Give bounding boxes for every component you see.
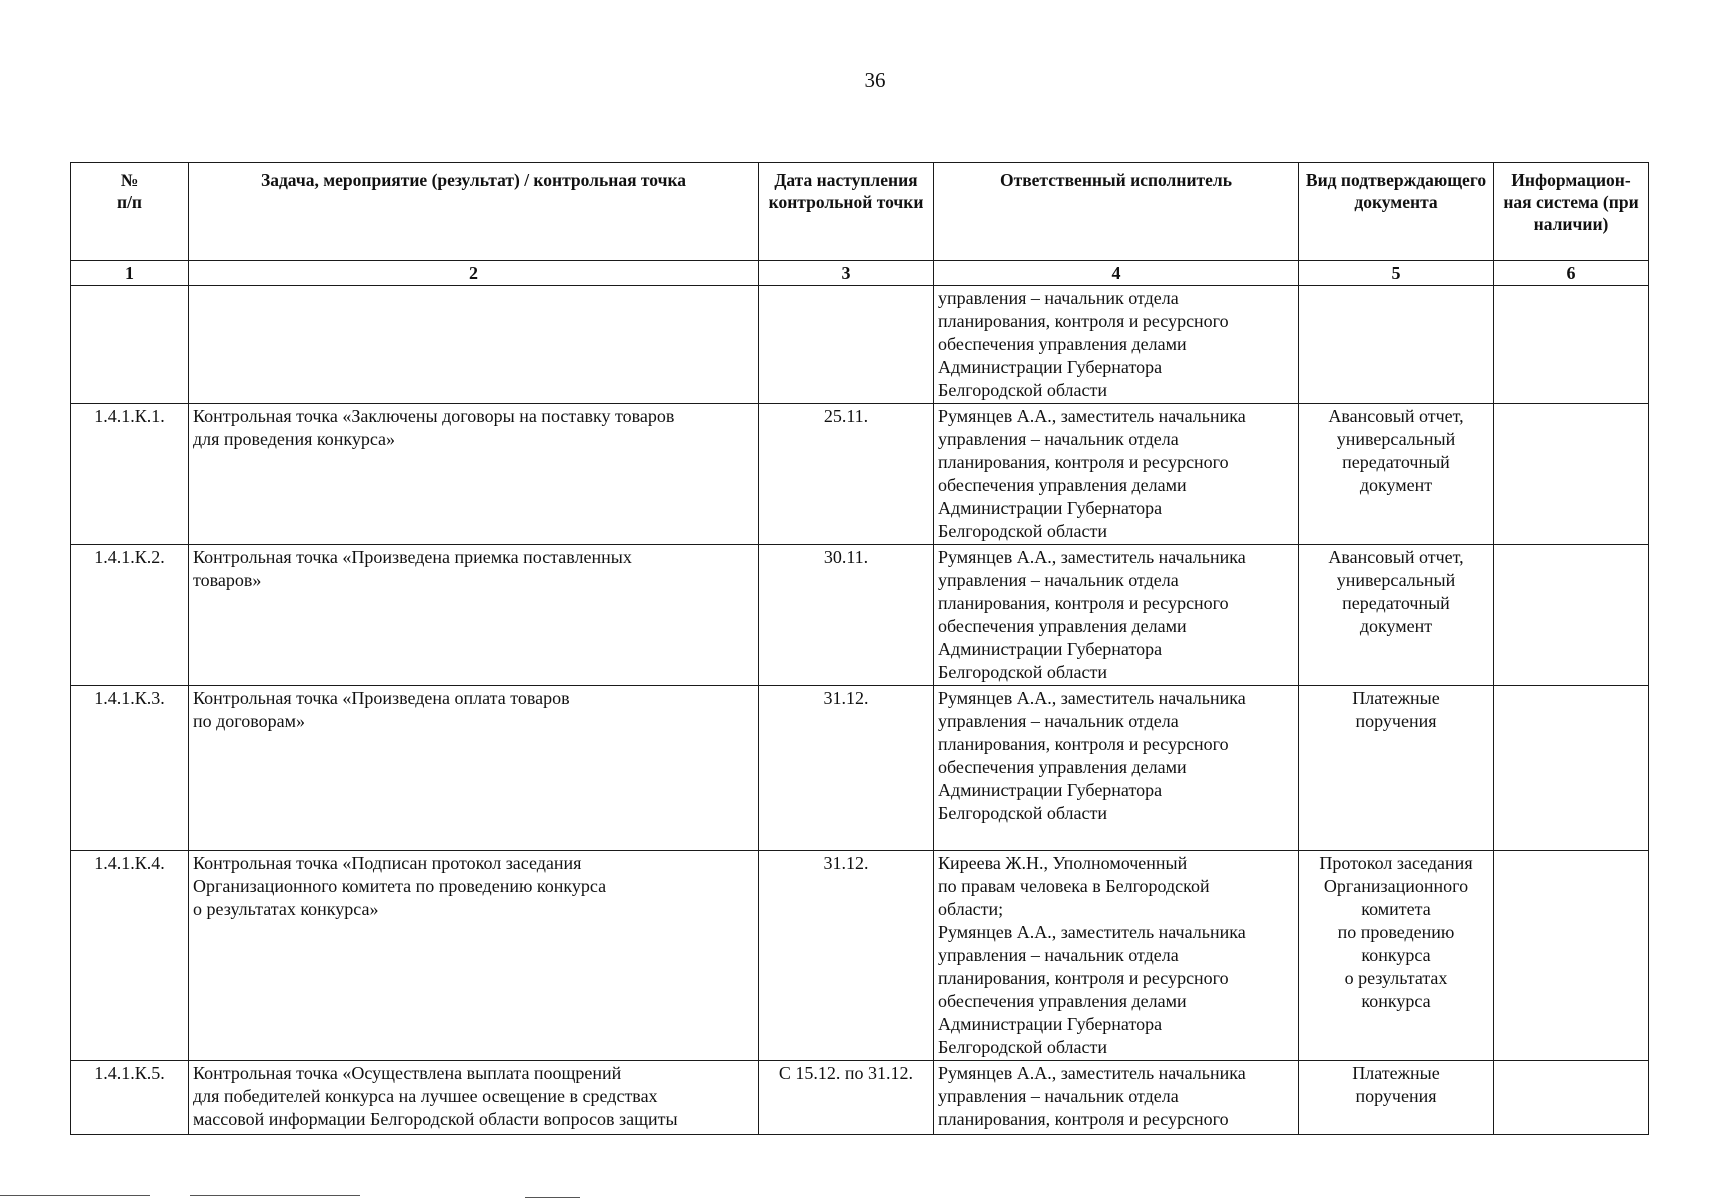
row-number: 1.4.1.К.4. bbox=[71, 851, 189, 1061]
table-row bbox=[71, 1061, 1649, 1135]
table-row bbox=[71, 545, 1649, 686]
row-date: 31.12. bbox=[759, 686, 934, 851]
table-header-row bbox=[71, 163, 1649, 261]
column-number: 3 bbox=[759, 261, 934, 286]
row-document: Протокол заседания Организационного комитета по проведению конкурса о результатах конкурса bbox=[1299, 851, 1494, 1061]
header-number: № п/п bbox=[71, 163, 189, 261]
row-system bbox=[1494, 1061, 1649, 1135]
row-document: Авансовый отчет, универсальный передаточный документ bbox=[1299, 404, 1494, 545]
column-number: 2 bbox=[189, 261, 759, 286]
scan-artifact-line bbox=[0, 1195, 150, 1196]
row-date: 31.12. bbox=[759, 851, 934, 1061]
row-system bbox=[1494, 686, 1649, 851]
row-number bbox=[71, 286, 189, 404]
control-points-table bbox=[70, 162, 1649, 1135]
row-task: Контрольная точка «Произведена приемка поставленных товаров» bbox=[189, 545, 759, 686]
row-date: 25.11. bbox=[759, 404, 934, 545]
row-document: Платежные поручения bbox=[1299, 686, 1494, 851]
row-responsible: управления – начальник отдела планирования, контроля и ресурсного обеспечения управления делами Администрации Губернатора Белгородской области bbox=[934, 286, 1299, 404]
column-number: 6 bbox=[1494, 261, 1649, 286]
header-system: Информацион-ная система (при наличии) bbox=[1494, 163, 1649, 261]
row-responsible: Румянцев А.А., заместитель начальника управления – начальник отдела планирования, контроля и ресурсного обеспечения управления делами Администрации Губернатора Белгородской области bbox=[934, 686, 1299, 851]
row-task: Контрольная точка «Осуществлена выплата поощрений для победителей конкурса на лучшее освещение в средствах массовой информации Белгородской области вопросов защиты bbox=[189, 1061, 759, 1135]
header-date: Дата наступления контрольной точки bbox=[759, 163, 934, 261]
page-number: 36 bbox=[864, 68, 886, 92]
row-task bbox=[189, 286, 759, 404]
row-document bbox=[1299, 286, 1494, 404]
row-task: Контрольная точка «Произведена оплата товаров по договорам» bbox=[189, 686, 759, 851]
column-number: 4 bbox=[934, 261, 1299, 286]
column-number: 5 bbox=[1299, 261, 1494, 286]
column-number: 1 bbox=[71, 261, 189, 286]
scan-artifact-line bbox=[525, 1197, 580, 1198]
row-number: 1.4.1.К.3. bbox=[71, 686, 189, 851]
column-number-row bbox=[71, 261, 1649, 286]
row-responsible: Румянцев А.А., заместитель начальника управления – начальник отдела планирования, контроля и ресурсного обеспечения управления делами Администрации Губернатора Белгородской области bbox=[934, 545, 1299, 686]
table-row bbox=[71, 686, 1649, 851]
table-row bbox=[71, 851, 1649, 1061]
row-system bbox=[1494, 545, 1649, 686]
row-system bbox=[1494, 286, 1649, 404]
table-row bbox=[71, 286, 1649, 404]
row-number: 1.4.1.К.2. bbox=[71, 545, 189, 686]
row-date: С 15.12. по 31.12. bbox=[759, 1061, 934, 1135]
row-responsible: Румянцев А.А., заместитель начальника управления – начальник отдела планирования, контроля и ресурсного обеспечения управления делами Администрации Губернатора Белгородской области bbox=[934, 404, 1299, 545]
row-date: 30.11. bbox=[759, 545, 934, 686]
row-number: 1.4.1.К.1. bbox=[71, 404, 189, 545]
header-responsible: Ответственный исполнитель bbox=[934, 163, 1299, 261]
row-task: Контрольная точка «Заключены договоры на поставку товаров для проведения конкурса» bbox=[189, 404, 759, 545]
row-document: Авансовый отчет, универсальный передаточный документ bbox=[1299, 545, 1494, 686]
table-row bbox=[71, 404, 1649, 545]
header-document: Вид подтверждающего документа bbox=[1299, 163, 1494, 261]
scan-artifact-line bbox=[190, 1195, 360, 1196]
header-task: Задача, мероприятие (результат) / контрольная точка bbox=[189, 163, 759, 261]
row-task: Контрольная точка «Подписан протокол заседания Организационного комитета по проведению конкурса о результатах конкурса» bbox=[189, 851, 759, 1061]
row-document: Платежные поручения bbox=[1299, 1061, 1494, 1135]
row-responsible: Киреева Ж.Н., Уполномоченный по правам человека в Белгородской области; Румянцев А.А., заместитель начальника управления – начальник отдела планирования, контроля и ресурсного обеспечения управления делами Администрации Губернатора Белгородской области bbox=[934, 851, 1299, 1061]
row-number: 1.4.1.К.5. bbox=[71, 1061, 189, 1135]
row-responsible: Румянцев А.А., заместитель начальника управления – начальник отдела планирования, контроля и ресурсного bbox=[934, 1061, 1299, 1135]
row-system bbox=[1494, 404, 1649, 545]
row-date bbox=[759, 286, 934, 404]
row-system bbox=[1494, 851, 1649, 1061]
